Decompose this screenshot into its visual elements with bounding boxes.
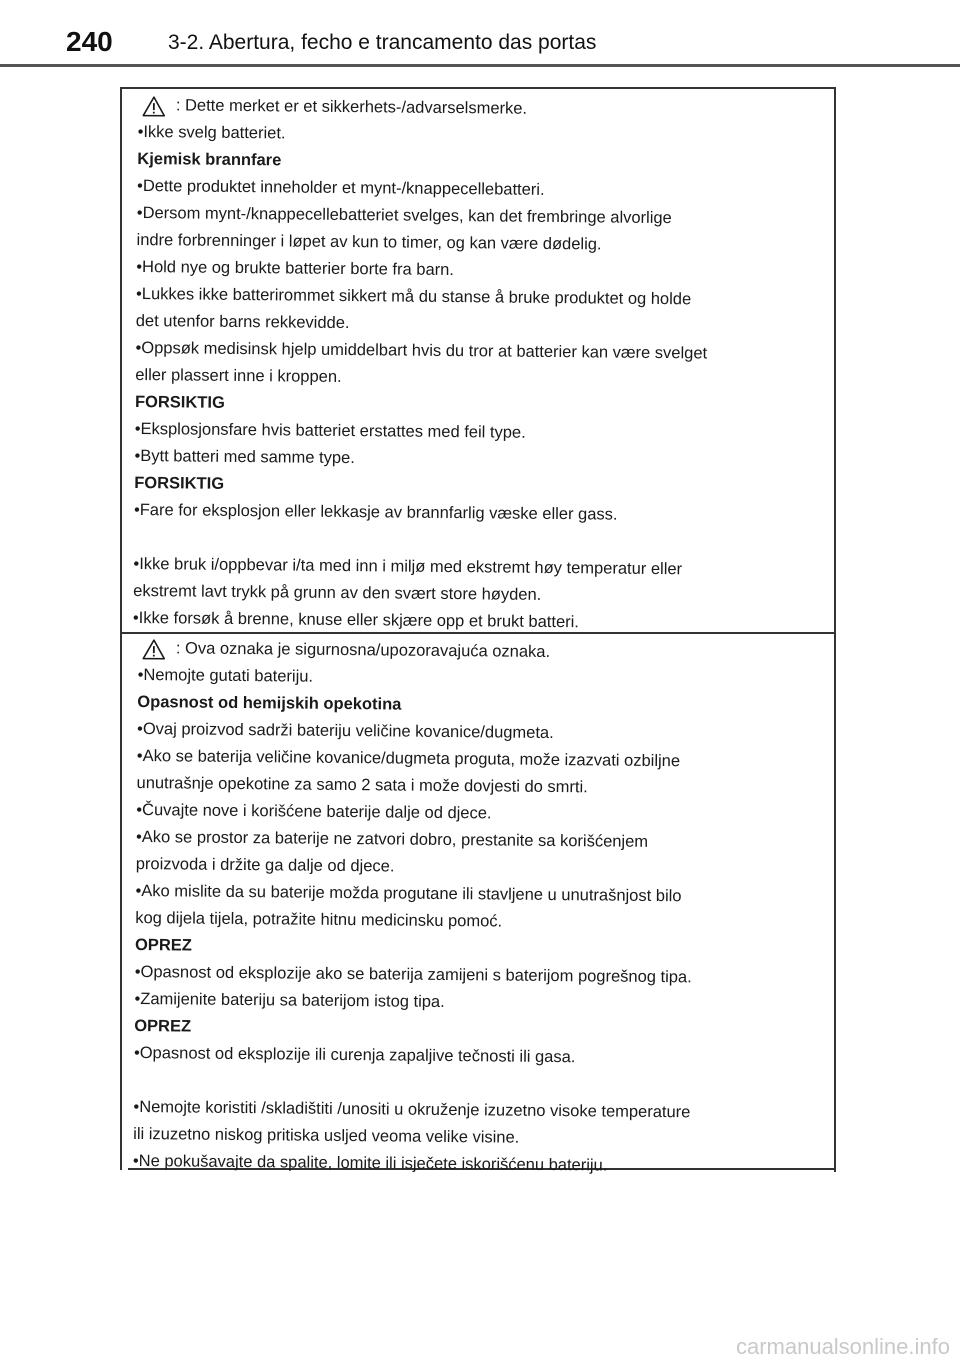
line-contains-battery: •Ovaj proizvod sadrži bateriju veličine kovanice/dugmeta. [137,719,554,742]
line-if-swallowed-1: •Dersom mynt-/knappecellebatteriet svelges, kan det frembringe alvorlige [136,203,672,228]
line-do-not-burn: •Ne pokušavajte da spalite, lomite ili isječete iskorišćenu bateriju. [132,1151,608,1175]
line-if-swallowed-2: indre forbrenninger i løpet av kun to timer, og kan være dødelig. [136,230,602,254]
norwegian-warning-block [133,92,818,639]
line-extreme-temperature-2: ekstremt lavt trykk på grunn av den svært store høyden. [133,581,542,604]
line-medical-help-2: kog dijela tijela, potražite hitnu medicinsku pomoć. [135,908,503,931]
scan-border-left [120,88,122,1170]
line-explosion-wrong-type: •Eksplosjonsfare hvis batteriet erstattes med feil type. [134,419,526,442]
line-medical-help-1: •Oppsøk medisinsk hjelp umiddelbart hvis du tror at batterier kan være svelget [135,338,708,363]
line-explosion-wrong-type: •Opasnost od eksplozije ako se baterija zamijeni s baterijom pogrešnog tipa. [134,962,692,987]
line-compartment-1: •Ako se prostor za baterije ne zatvori dobro, prestanite sa korišćenjem [135,827,649,851]
warning-note-text: : Dette merket er et sikkerhets-/advarselsmerke. [175,96,528,118]
section-title: 3-2. Abertura, fecho e trancamento das portas [168,31,597,54]
line-replace-same-type: •Zamijenite bateriju sa baterijom istog tipa. [134,989,445,1011]
line-compartment-2: det utenfor barns rekkevidde. [135,311,350,333]
warning-note-text: : Ova oznaka je sigurnosna/upozoravajuća oznaka. [175,639,551,661]
line-keep-from-children: •Hold nye og brukte batterier borte fra barn. [136,257,455,280]
bullet-swallow: •Ikke svelg batteriet. [137,122,286,143]
heading-chemical-burn: Kjemisk brannfare [137,149,282,170]
line-medical-help-1: •Ako mislite da su baterije možda progutane ili stavljene u unutrašnjost bilo [135,881,682,906]
line-contains-battery: •Dette produktet inneholder et mynt-/knappecellebatteri. [137,176,545,199]
bullet-swallow: •Nemojte gutati bateriju. [137,665,314,686]
line-explosion-leak: •Fare for eksplosjon eller lekkasje av brannfarlig væske eller gass. [133,500,618,524]
heading-caution-2: OPREZ [134,1016,192,1036]
line-keep-from-children: •Čuvajte nove i korišćene baterije dalje od djece. [136,800,492,823]
line-compartment-1: •Lukkes ikke batterirommet sikkert må du stanse å bruke produktet og holde [135,284,692,309]
line-extreme-temperature-1: •Nemojte koristiti /skladištiti /unositi u okruženje izuzetno visoke temperature [133,1097,691,1122]
scan-border-right [834,88,836,1172]
line-extreme-temperature-1: •Ikke bruk i/oppbevar i/ta med inn i miljø med ekstremt høy temperatur eller [133,554,683,579]
warning-triangle-icon [142,95,166,117]
line-replace-same-type: •Bytt batteri med samme type. [134,446,355,468]
warning-triangle-icon [142,638,166,660]
line-medical-help-2: eller plassert inne i kroppen. [135,365,342,386]
line-if-swallowed-1: •Ako se baterija veličine kovanice/dugmeta proguta, može izazvati ozbiljne [136,746,681,771]
line-extreme-temperature-2: ili izuzetno niskog pritiska usljed veoma velike visine. [133,1124,520,1147]
watermark: carmanualsonline.info [735,1334,950,1359]
header-rule [0,64,960,67]
line-do-not-burn: •Ikke forsøk å brenne, knuse eller skjære opp et brukt batteri. [132,608,580,632]
scanned-safety-label [120,80,836,1174]
line-if-swallowed-2: unutrašnje opekotine za samo 2 sata i može dovjesti do smrti. [136,773,588,797]
heading-caution-2: FORSIKTIG [134,473,225,493]
heading-caution-1: OPREZ [134,935,192,955]
heading-chemical-burn: Opasnost od hemijskih opekotina [137,692,402,714]
croatian-warning-block [133,635,818,1182]
page-number: 240 [66,26,113,57]
page-header [0,0,960,66]
heading-caution-1: FORSIKTIG [134,392,225,412]
line-explosion-leak: •Opasnost od eksplozije ili curenja zapaljive tečnosti ili gasa. [133,1043,576,1067]
scan-border-top [120,87,836,89]
line-compartment-2: proizvoda i držite ga dalje od djece. [135,854,395,876]
